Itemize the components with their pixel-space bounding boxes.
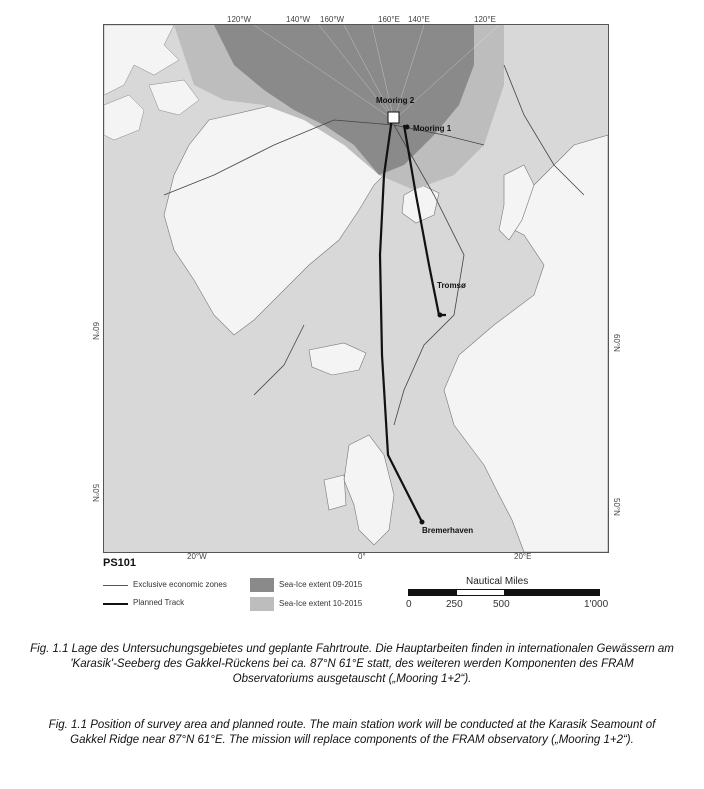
scale-tick-1000: 1'000 xyxy=(584,599,609,610)
graticule-top-160e: 160°E xyxy=(378,15,400,24)
graticule-top-140w: 140°W xyxy=(286,15,311,24)
mooring-1-marker xyxy=(405,125,410,130)
mooring-1-label: Mooring 1 xyxy=(413,124,452,133)
graticule-left-60n: 60°N xyxy=(91,322,100,340)
scale-tick-0: 0 xyxy=(406,599,412,610)
scale-bar xyxy=(404,574,614,614)
map-frame xyxy=(103,24,609,553)
scale-tick-500: 500 xyxy=(493,599,510,610)
mooring-2-marker xyxy=(388,112,399,123)
legend-ice09-label: Sea-Ice extent 09-2015 xyxy=(279,580,363,589)
legend-ice10-label: Sea-Ice extent 10-2015 xyxy=(279,599,363,608)
graticule-top-140e: 140°E xyxy=(408,15,430,24)
legend-eez-label: Exclusive economic zones xyxy=(133,580,227,589)
legend-track-swatch xyxy=(103,603,128,605)
mooring-2-label: Mooring 2 xyxy=(376,96,415,105)
tromso-label: Tromsø xyxy=(437,281,466,290)
figure-id: PS101 xyxy=(103,557,137,569)
tromso-marker xyxy=(438,313,443,318)
legend-ice10-swatch xyxy=(250,597,274,611)
graticule-right-50n: 50°N xyxy=(612,498,621,516)
graticule-top-120w: 120°W xyxy=(227,15,252,24)
scale-segments xyxy=(408,589,600,596)
bremerhaven-marker xyxy=(420,520,425,525)
graticule-top-160w: 160°W xyxy=(320,15,345,24)
map-svg xyxy=(104,25,608,552)
bremerhaven-label: Bremerhaven xyxy=(422,526,474,535)
graticule-bottom-20e: 20°E xyxy=(514,552,532,561)
caption-german: Fig. 1.1 Lage des Untersuchungsgebietes und geplante Fahrtroute. Die Hauptarbeiten finden in internationalen Gewässern am 'Karasik'-Seeberg des Gakkel-Rückens bei ca. 87°N 61°E statt, des weiteren werden Komponenten des FRAM Observatoriums ausgetauscht („Mooring 1+2“). xyxy=(30,643,674,685)
graticule-right-60n: 60°N xyxy=(612,334,621,352)
legend-ice09-swatch xyxy=(250,578,274,592)
graticule-top-120e: 120°E xyxy=(474,15,496,24)
graticule-left-50n: 50°N xyxy=(91,484,100,502)
scale-title: Nautical Miles xyxy=(466,576,529,587)
legend-eez-swatch xyxy=(103,585,128,586)
graticule-bottom-20w: 20°W xyxy=(187,552,207,561)
caption-english: Fig. 1.1 Position of survey area and planned route. The main station work will be conducted at the Karasik Seamount of Gakkel Ridge near 87°N 61°E. The mission will replace components of the FRAM observatory („Mooring 1+2“). xyxy=(48,719,656,746)
legend-track-label: Planned Track xyxy=(133,598,185,607)
scale-tick-250: 250 xyxy=(446,599,463,610)
legend xyxy=(103,578,393,614)
graticule-bottom-0: 0° xyxy=(358,552,366,561)
